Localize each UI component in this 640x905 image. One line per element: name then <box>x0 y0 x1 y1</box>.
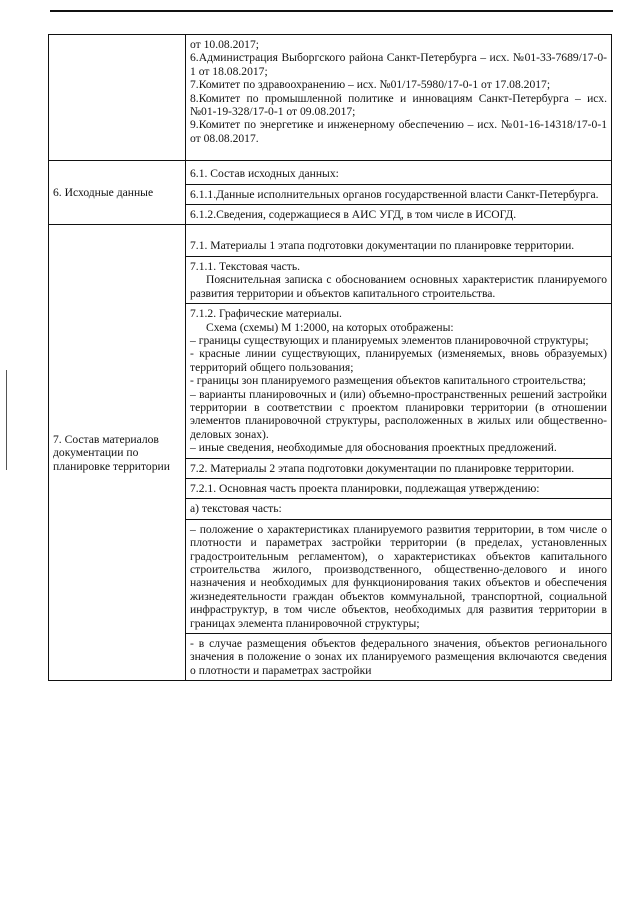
text-line: 8.Комитет по промышленной политике и инновациям Санкт-Петербурга – исх. №01-19-328/17-0-1 от 09.08.2017; <box>190 91 607 119</box>
block-7-1-2 <box>186 303 611 454</box>
block-federal <box>186 633 611 677</box>
text-line: 6.1. Состав исходных данных: <box>190 167 339 181</box>
text-line: - в случае размещения объектов федерального значения, объектов регионального значения в положение о зонах их планируемого размещения включаются сведения о плотности и параметрах застройки <box>190 637 607 677</box>
text-line: 6.1.2.Сведения, содержащиеся в АИС УГД, в том числе в ИСОГД. <box>190 208 517 222</box>
text-line: 7.1.1. Текстовая часть. <box>190 259 301 273</box>
block-7-2 <box>186 458 611 475</box>
text-line: Пояснительная записка с обоснованием основных характеристик планируемого развития территории и объектов капитального строительства. <box>190 273 607 300</box>
label-cell-6 <box>49 161 186 225</box>
label-cell-7 <box>49 225 186 681</box>
content-cell-7 <box>186 225 612 681</box>
text-line: 7.2. Материалы 2 этапа подготовки документации по планировке территории. <box>190 461 575 475</box>
text-line: – положение о характеристиках планируемого развития территории, в том числе о плотности и параметрах застройки территории (в пределах, установленных градостроительным регламентом), о характеристиках объектов капитального строительства жилого, производственного, общественно-делового и иного назначения и необходимых для функционирования таких объектов и обеспечения жизнедеятельности граждан объектов коммунальной, транспортной, социальной инфраструктур, в том числе объектов, необходимых для развития территории в границах элемента планировочной структуры; <box>190 522 607 630</box>
text-line: – варианты планировочных и (или) объемно-пространственных решений застройки территории в соответствии с проектом планировки территории (в отношении элементов планировочной структуры, расположенных в жилых или общественно-деловых зонах). <box>190 387 607 441</box>
text-line: 7.2.1. Основная часть проекта планировки, подлежащая утверждению: <box>190 481 540 495</box>
text-line: Схема (схемы) М 1:2000, на которых отображены: <box>206 320 454 334</box>
text-line: 7.1. Материалы 1 этапа подготовки документации по планировке территории. <box>190 239 575 253</box>
block-7-2-1 <box>186 478 611 495</box>
block-7-1-1 <box>186 256 611 300</box>
text-line: - границы зон планируемого размещения объектов капитального строительства; <box>190 374 586 388</box>
text-line: 7.Комитет по здравоохранению – исх. №01/17-5980/17-0-1 от 17.08.2017; <box>190 78 551 92</box>
label-cell-empty <box>49 35 186 161</box>
row-label-6: 6. Исходные данные <box>53 186 154 200</box>
text-line: – иные сведения, необходимые для обоснования проектных предложений. <box>190 441 557 455</box>
top-rule <box>50 10 613 12</box>
text-line: а) текстовая часть: <box>190 502 282 516</box>
block-a <box>186 498 611 515</box>
text-line: 9.Комитет по энергетике и инженерному обеспечению – исх. №01-16-14318/17-0-1 от 08.08.2017. <box>190 118 607 145</box>
text-line: – границы существующих и планируемых элементов планировочной структуры; <box>190 333 589 347</box>
text-line: - красные линии существующих, планируемых (изменяемых, вновь образуемых) территорий общего пользования; <box>190 347 607 374</box>
content-cell-continued <box>186 35 612 161</box>
block-7-1 <box>190 239 607 252</box>
text-line: 6.1.1.Данные исполнительных органов государственной власти Санкт-Петербурга. <box>190 187 599 201</box>
text-line: 6.Администрация Выборгского района Санкт-Петербурга – исх. №01-33-7689/17-0-1 от 18.08.2017; <box>190 51 607 78</box>
row-label-7: 7. Состав материалов документации по планировке территории <box>53 432 170 473</box>
text-line: от 10.08.2017; <box>190 38 260 51</box>
document-table <box>48 34 612 681</box>
table-row-composition <box>49 225 612 681</box>
content-cell-6 <box>186 161 612 225</box>
text-line: 7.1.2. Графические материалы. <box>190 307 342 321</box>
table-row-continued <box>49 35 612 161</box>
scan-edge-mark <box>6 370 7 470</box>
table-row-source-data <box>49 161 612 225</box>
block-a-text <box>186 519 611 630</box>
